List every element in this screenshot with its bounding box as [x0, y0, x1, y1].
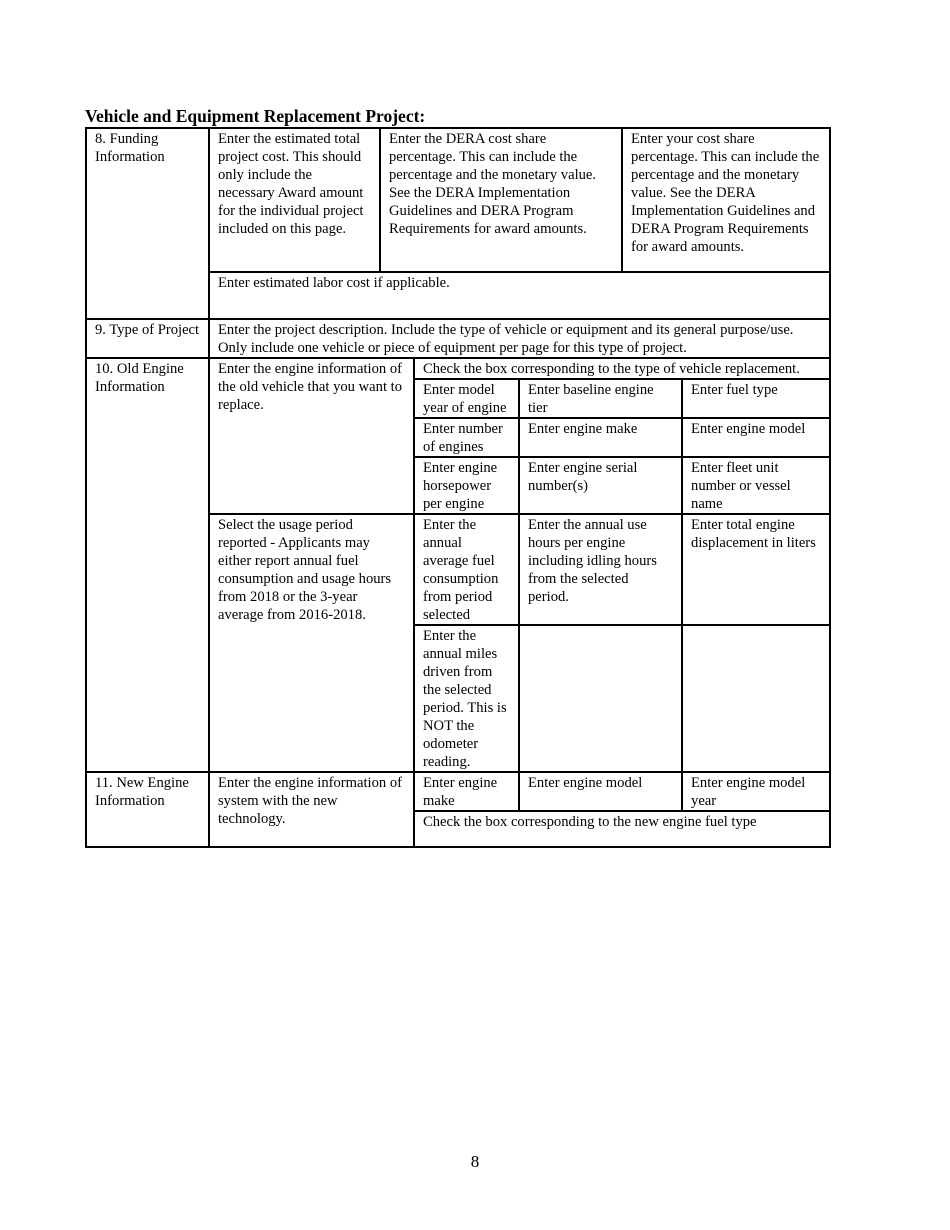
new-engine-label: 11. New Engine Information	[86, 772, 209, 847]
num-engines-field[interactable]: Enter number of engines	[414, 418, 519, 457]
old-engine-row	[86, 358, 830, 379]
empty-cell[interactable]	[682, 625, 830, 772]
new-engine-row	[86, 772, 830, 811]
model-year-field[interactable]: Enter model year of engine	[414, 379, 519, 418]
fleet-unit-field[interactable]: Enter fleet unit number or vessel name	[682, 457, 830, 514]
project-type-label: 9. Type of Project	[86, 319, 209, 358]
new-engine-model-year-field[interactable]: Enter engine model year	[682, 772, 830, 811]
vehicle-replacement-type-checkbox-field[interactable]: Check the box corresponding to the type of vehicle replacement.	[414, 358, 830, 379]
empty-cell[interactable]	[519, 625, 682, 772]
baseline-tier-field[interactable]: Enter baseline engine tier	[519, 379, 682, 418]
old-engine-intro: Enter the engine information of the old vehicle that you want to replace.	[209, 358, 414, 514]
project-type-row	[86, 319, 830, 358]
old-engine-label: 10. Old Engine Information	[86, 358, 209, 772]
annual-miles-field[interactable]: Enter the annual miles driven from the selected period. This is NOT the odometer reading.	[414, 625, 519, 772]
displacement-field[interactable]: Enter total engine displacement in liters	[682, 514, 830, 625]
annual-fuel-field[interactable]: Enter the annual average fuel consumption from period selected	[414, 514, 519, 625]
your-cost-share-field[interactable]: Enter your cost share percentage. This can include the percentage and the monetary value. See the DERA Implementation Guidelines and DERA Program Requirements for award amounts.	[622, 128, 830, 272]
funding-label: 8. Funding Information	[86, 128, 209, 319]
usage-period-field[interactable]: Select the usage period reported - Applicants may either report annual fuel consumption and usage hours from 2018 or the 3-year average from 2016-2018.	[209, 514, 414, 772]
new-fuel-type-checkbox-field[interactable]: Check the box corresponding to the new engine fuel type	[414, 811, 830, 847]
project-description-field[interactable]: Enter the project description. Include the type of vehicle or equipment and its general purpose/use. Only include one vehicle or piece of equipment per page for this type of project.	[209, 319, 830, 358]
dera-cost-share-field[interactable]: Enter the DERA cost share percentage. This can include the percentage and the monetary value. See the DERA Implementation Guidelines and DERA Program Requirements for award amounts.	[380, 128, 622, 272]
engine-make-field[interactable]: Enter engine make	[519, 418, 682, 457]
new-engine-make-field[interactable]: Enter engine make	[414, 772, 519, 811]
engine-model-field[interactable]: Enter engine model	[682, 418, 830, 457]
total-cost-field[interactable]: Enter the estimated total project cost. This should only include the necessary Award amount for the individual project included on this page.	[209, 128, 380, 272]
vehicle-replacement-table	[85, 127, 831, 848]
new-engine-model-field[interactable]: Enter engine model	[519, 772, 682, 811]
funding-row	[86, 128, 830, 272]
page-number: 8	[470, 1152, 480, 1171]
section-title: Vehicle and Equipment Replacement Project:	[85, 106, 426, 126]
annual-hours-field[interactable]: Enter the annual use hours per engine including idling hours from the selected period.	[519, 514, 682, 625]
labor-cost-field[interactable]: Enter estimated labor cost if applicable.	[209, 272, 830, 319]
fuel-type-field[interactable]: Enter fuel type	[682, 379, 830, 418]
serial-numbers-field[interactable]: Enter engine serial number(s)	[519, 457, 682, 514]
new-engine-intro: Enter the engine information of system with the new technology.	[209, 772, 414, 847]
horsepower-field[interactable]: Enter engine horsepower per engine	[414, 457, 519, 514]
